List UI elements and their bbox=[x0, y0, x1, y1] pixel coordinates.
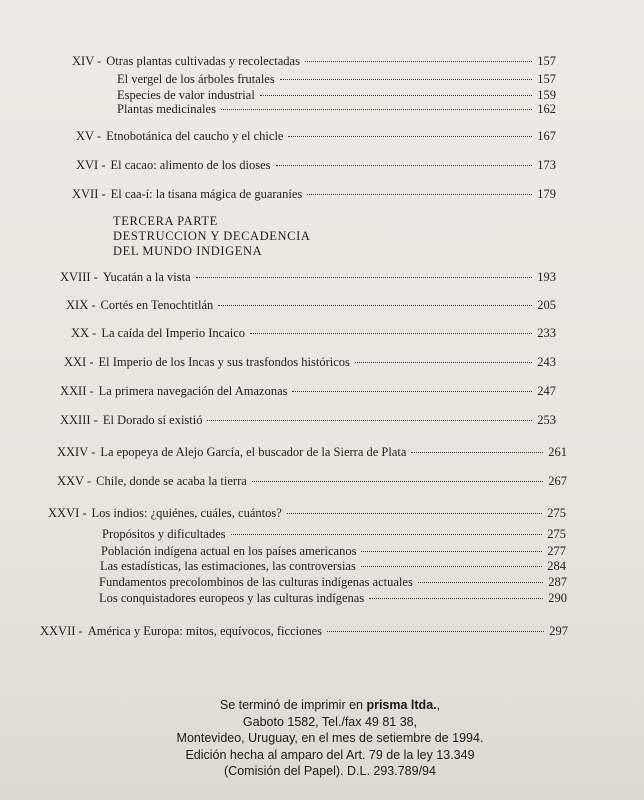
toc-subentry bbox=[100, 559, 566, 574]
toc-subentry bbox=[117, 88, 556, 103]
page-number: 233 bbox=[537, 326, 556, 340]
colophon-line-4: Edición hecha al amparo del Art. 79 de la ley 13.349 bbox=[185, 747, 475, 762]
chapter-number: XVIII - bbox=[60, 270, 98, 284]
chapter-number: XXVII - bbox=[40, 624, 83, 638]
page-number: 277 bbox=[547, 544, 566, 558]
toc-subentry bbox=[102, 527, 566, 542]
leader-dots bbox=[288, 135, 532, 137]
leader-dots bbox=[252, 480, 543, 482]
leader-dots bbox=[327, 630, 544, 632]
page-number: 167 bbox=[537, 129, 556, 143]
section-title: Especies de valor industrial bbox=[117, 88, 255, 102]
page-number: 275 bbox=[547, 506, 566, 520]
section-title: Propósitos y dificultades bbox=[102, 527, 226, 541]
leader-dots bbox=[231, 533, 543, 535]
toc-entry-xvii bbox=[72, 187, 556, 202]
chapter-title: América y Europa: mitos, equívocos, ficciones bbox=[87, 624, 323, 638]
section-title: Fundamentos precolombinos de las culturas indígenas actuales bbox=[99, 575, 413, 589]
chapter-title: Los indios: ¿quiénes, cuáles, cuántos? bbox=[91, 506, 282, 520]
chapter-title: Yucatán a la vista bbox=[102, 270, 191, 284]
toc-entry-xxvii bbox=[40, 624, 568, 639]
leader-dots bbox=[305, 60, 532, 62]
chapter-number: XXV - bbox=[57, 474, 92, 488]
part-heading-line-3: DEL MUNDO INDIGENA bbox=[113, 244, 263, 258]
page-number: 179 bbox=[537, 187, 556, 201]
toc-subentry bbox=[101, 544, 566, 559]
chapter-title: El cacao: alimento de los dioses bbox=[110, 158, 271, 172]
chapter-number: XXIII - bbox=[60, 413, 98, 427]
toc-entry-xvi bbox=[76, 158, 556, 173]
page-number: 243 bbox=[537, 355, 556, 369]
leader-dots bbox=[250, 332, 532, 334]
chapter-number: XV - bbox=[76, 129, 102, 143]
chapter-number: XXIV - bbox=[57, 445, 96, 459]
part-heading-line-1: TERCERA PARTE bbox=[113, 214, 218, 228]
page-number: 157 bbox=[537, 54, 556, 68]
colophon-line-1 bbox=[150, 697, 510, 714]
toc-subentry bbox=[99, 591, 567, 606]
toc-entry-xxiii bbox=[60, 413, 556, 428]
leader-dots bbox=[196, 276, 533, 278]
printer-name: prisma ltda. bbox=[366, 698, 437, 712]
part-heading-line-2: DESTRUCCION Y DECADENCIA bbox=[113, 229, 311, 243]
leader-dots bbox=[292, 390, 532, 392]
page-number: 253 bbox=[537, 413, 556, 427]
toc-entry-xxv bbox=[57, 474, 567, 489]
chapter-title: Etnobotánica del caucho y el chicle bbox=[106, 129, 284, 143]
toc-entry-xxiv bbox=[57, 445, 567, 460]
page-number: 261 bbox=[548, 445, 567, 459]
page-number: 267 bbox=[548, 474, 567, 488]
page-number: 173 bbox=[537, 158, 556, 172]
page-number: 193 bbox=[537, 270, 556, 284]
page-number: 159 bbox=[537, 88, 556, 102]
chapter-title: Otras plantas cultivadas y recolectadas bbox=[106, 54, 300, 68]
page-number: 287 bbox=[548, 575, 567, 589]
colophon-line-2: Gaboto 1582, Tel./fax 49 81 38, bbox=[242, 714, 418, 729]
leader-dots bbox=[307, 193, 532, 195]
leader-dots bbox=[411, 451, 543, 453]
toc-subentry bbox=[117, 102, 556, 117]
section-title: El vergel de los árboles frutales bbox=[117, 72, 275, 86]
page-number: 290 bbox=[548, 591, 567, 605]
toc-entry-xx bbox=[71, 326, 556, 341]
toc-entry-xxii bbox=[60, 384, 556, 399]
chapter-title: La primera navegación del Amazonas bbox=[98, 384, 288, 398]
colophon-text: Se terminó de imprimir en bbox=[219, 698, 367, 712]
chapter-number: XXVI - bbox=[48, 506, 87, 520]
toc-subentry bbox=[99, 575, 567, 590]
chapter-number: XXI - bbox=[64, 355, 94, 369]
chapter-number: XX - bbox=[71, 326, 97, 340]
chapter-number: XXII - bbox=[60, 384, 94, 398]
toc-entry-xix bbox=[66, 298, 556, 313]
section-title: Las estadísticas, las estimaciones, las controversias bbox=[100, 559, 356, 573]
leader-dots bbox=[276, 164, 533, 166]
page-number: 205 bbox=[537, 298, 556, 312]
page-number: 275 bbox=[547, 527, 566, 541]
page-number: 284 bbox=[547, 559, 566, 573]
section-title: Los conquistadores europeos y las culturas indígenas bbox=[99, 591, 365, 605]
leader-dots bbox=[260, 94, 532, 96]
page-number: 157 bbox=[537, 72, 556, 86]
chapter-title: La caída del Imperio Incaico bbox=[101, 326, 246, 340]
chapter-title: Cortés en Tenochtitlán bbox=[100, 298, 214, 312]
colophon-text: , bbox=[436, 698, 441, 712]
chapter-number: XIX - bbox=[66, 298, 96, 312]
leader-dots bbox=[355, 361, 532, 363]
section-title: Plantas medicinales bbox=[117, 102, 216, 116]
chapter-number: XVI - bbox=[76, 158, 106, 172]
colophon-line-5: (Comisión del Papel). D.L. 293.789/94 bbox=[224, 764, 436, 778]
chapter-title: El caa-í: la tisana mágica de guaraníes bbox=[110, 187, 303, 201]
toc-entry-xxvi bbox=[48, 506, 566, 521]
leader-dots bbox=[218, 304, 532, 306]
chapter-title: El Dorado sí existió bbox=[102, 413, 203, 427]
toc-subentry bbox=[117, 72, 556, 87]
leader-dots bbox=[287, 512, 542, 514]
section-title: Población indígena actual en los países americanos bbox=[101, 544, 357, 558]
chapter-title: El Imperio de los Incas y sus trasfondos históricos bbox=[98, 355, 350, 369]
leader-dots bbox=[361, 565, 542, 567]
leader-dots bbox=[221, 108, 532, 110]
page-number: 162 bbox=[537, 102, 556, 116]
leader-dots bbox=[280, 78, 533, 80]
page-number: 247 bbox=[537, 384, 556, 398]
leader-dots bbox=[361, 550, 542, 552]
chapter-title: Chile, donde se acaba la tierra bbox=[96, 474, 247, 488]
toc-entry-xxi bbox=[64, 355, 556, 370]
colophon-line-3: Montevideo, Uruguay, en el mes de setiembre de 1994. bbox=[176, 731, 484, 745]
toc-entry-xiv bbox=[72, 54, 556, 69]
leader-dots bbox=[418, 581, 543, 583]
toc-entry-xv bbox=[76, 129, 556, 144]
colophon bbox=[150, 697, 510, 780]
leader-dots bbox=[369, 597, 543, 599]
leader-dots bbox=[207, 419, 532, 421]
chapter-number: XVII - bbox=[72, 187, 106, 201]
page-number: 297 bbox=[549, 624, 568, 638]
chapter-title: La epopeya de Alejo García, el buscador de la Sierra de Plata bbox=[100, 445, 407, 459]
chapter-number: XIV - bbox=[72, 54, 102, 68]
toc-entry-xviii bbox=[60, 270, 556, 285]
